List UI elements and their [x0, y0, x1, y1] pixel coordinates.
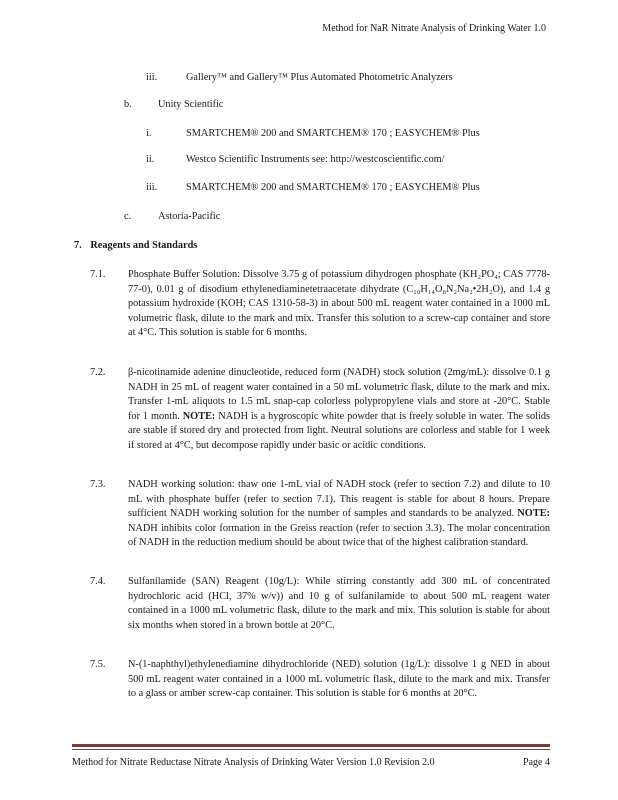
running-header: Method for NaR Nitrate Analysis of Drinking Water 1.0 — [322, 23, 546, 34]
item-text: NADH working solution: thaw one 1-mL vial of NADH stock (refer to section 7.2) and dilute to 10 mL with phosphate buffer (refer to section 7.1). This reagent is stable for about 8 hours. Prepare sufficient NADH working solution for the number of samples and standards to be analyzed. — [128, 479, 550, 520]
vendor-text: Westco Scientific Instruments see: http://westcoscientific.com/ — [186, 154, 445, 165]
item-paragraph: Phosphate Buffer Solution: Dissolve 3.75 g of potassium dihydrogen phosphate (KH₂PO₄; CAS 7778-77-0), 0.01 g of disodium ethylenediaminetetraacetate dihydrate (C₁₀H₁₄O₈N₂Na₂•2H₂O), and 1.4 g potassium hydroxide (KOH; CAS 1310-58-3) in about 500 mL reagent water contained in a 1000 mL volumetric flask, dilute to the mark and mix. Transfer this solution to a screw-cap container and store at 4°C. This solution is stable for 6 months. — [128, 269, 550, 339]
section-title: Reagents and Standards — [90, 240, 198, 251]
item-text: β-nicotinamide adenine dinucleotide, reduced form (NADH) stock solution (2mg/mL): dissolve 0.1 g NADH in 25 mL of reagent water contained in a 50 mL volumetric flask, dilute to the mark and mix. Transfer 1-mL aliquots to 1.5 mL snap-cap colorless polypropylene vials and store at -20°C. Stable for 1 month. — [128, 367, 550, 422]
vendor-label: iii. — [146, 72, 158, 83]
item-text: NADH inhibits color formation in the Greiss reaction (refer to section 3.3). The molar concentration of NADH in the reduction medium should be about twice that of the highest calibration standard. — [128, 522, 550, 549]
item-paragraph: Sulfanilamide (SAN) Reagent (10g/L): While stirring constantly add 300 mL of concentrated hydrochloric acid (HCl, 37% w/v)) and 10 g of sulfanilamide to about 500 mL reagent water contained in a 1000 mL volumetric flask, dilute to the mark and mix. This solution is stable for about six months when stored in a brown bottle at 20°C. — [128, 576, 550, 631]
item-text: NADH is a hygroscopic white powder that is freely soluble in water. The solids are stable if stored dry and protected from light. Neutral solutions are colorless and stable for 1 week if stored at 4°C, but decompose rapidly under basic or acidic conditions. — [128, 410, 551, 451]
vendor-label: ii. — [146, 154, 155, 165]
item-paragraph — [128, 366, 550, 454]
vendor-text: Astoria-Pacific — [158, 211, 221, 222]
section-number: 7. — [74, 240, 82, 251]
vendor-label: iii. — [146, 182, 158, 193]
vendor-label: c. — [124, 211, 132, 222]
item-number: 7.5. — [90, 659, 106, 670]
vendor-item — [146, 153, 445, 168]
section-heading — [74, 239, 197, 254]
vendor-label: i. — [146, 128, 152, 139]
item-number: 7.1. — [90, 269, 106, 280]
footer-rule-thin — [72, 749, 550, 750]
vendor-text: SMARTCHEM® 200 and SMARTCHEM® 170 ; EASYCHEM® Plus — [186, 182, 480, 193]
item-number: 7.4. — [90, 576, 106, 587]
item-number: 7.2. — [90, 367, 106, 378]
vendor-item — [124, 210, 221, 225]
note-label: NOTE: — [182, 410, 216, 422]
footer — [72, 756, 550, 771]
page-number: Page 4 — [523, 757, 550, 768]
footer-rule — [72, 744, 550, 747]
vendor-item — [146, 127, 480, 142]
vendor-text: Unity Scientific — [158, 99, 224, 110]
item-number: 7.3. — [90, 479, 106, 490]
vendor-text: SMARTCHEM® 200 and SMARTCHEM® 170 ; EASYCHEM® Plus — [186, 128, 480, 139]
vendor-text: Gallery™ and Gallery™ Plus Automated Photometric Analyzers — [186, 72, 453, 83]
item-paragraph: N-(1-naphthyl)ethylenediamine dihydrochloride (NED) solution (1g/L): dissolve 1 g NED in about 500 mL reagent water contained in a 1000 mL volumetric flask, dilute to the mark and mix. Transfer to a glass or amber screw-cap container. This solution is stable for 6 months at 20°C. — [128, 659, 550, 700]
vendor-item — [146, 181, 480, 196]
vendor-label: b. — [124, 99, 132, 110]
footer-text: Method for Nitrate Reductase Nitrate Analysis of Drinking Water Version 1.0 Revision 2.0 — [72, 757, 435, 768]
vendor-item — [146, 71, 453, 86]
vendor-item — [124, 98, 224, 113]
item-paragraph — [128, 478, 550, 551]
note-label: NOTE: — [517, 508, 550, 520]
